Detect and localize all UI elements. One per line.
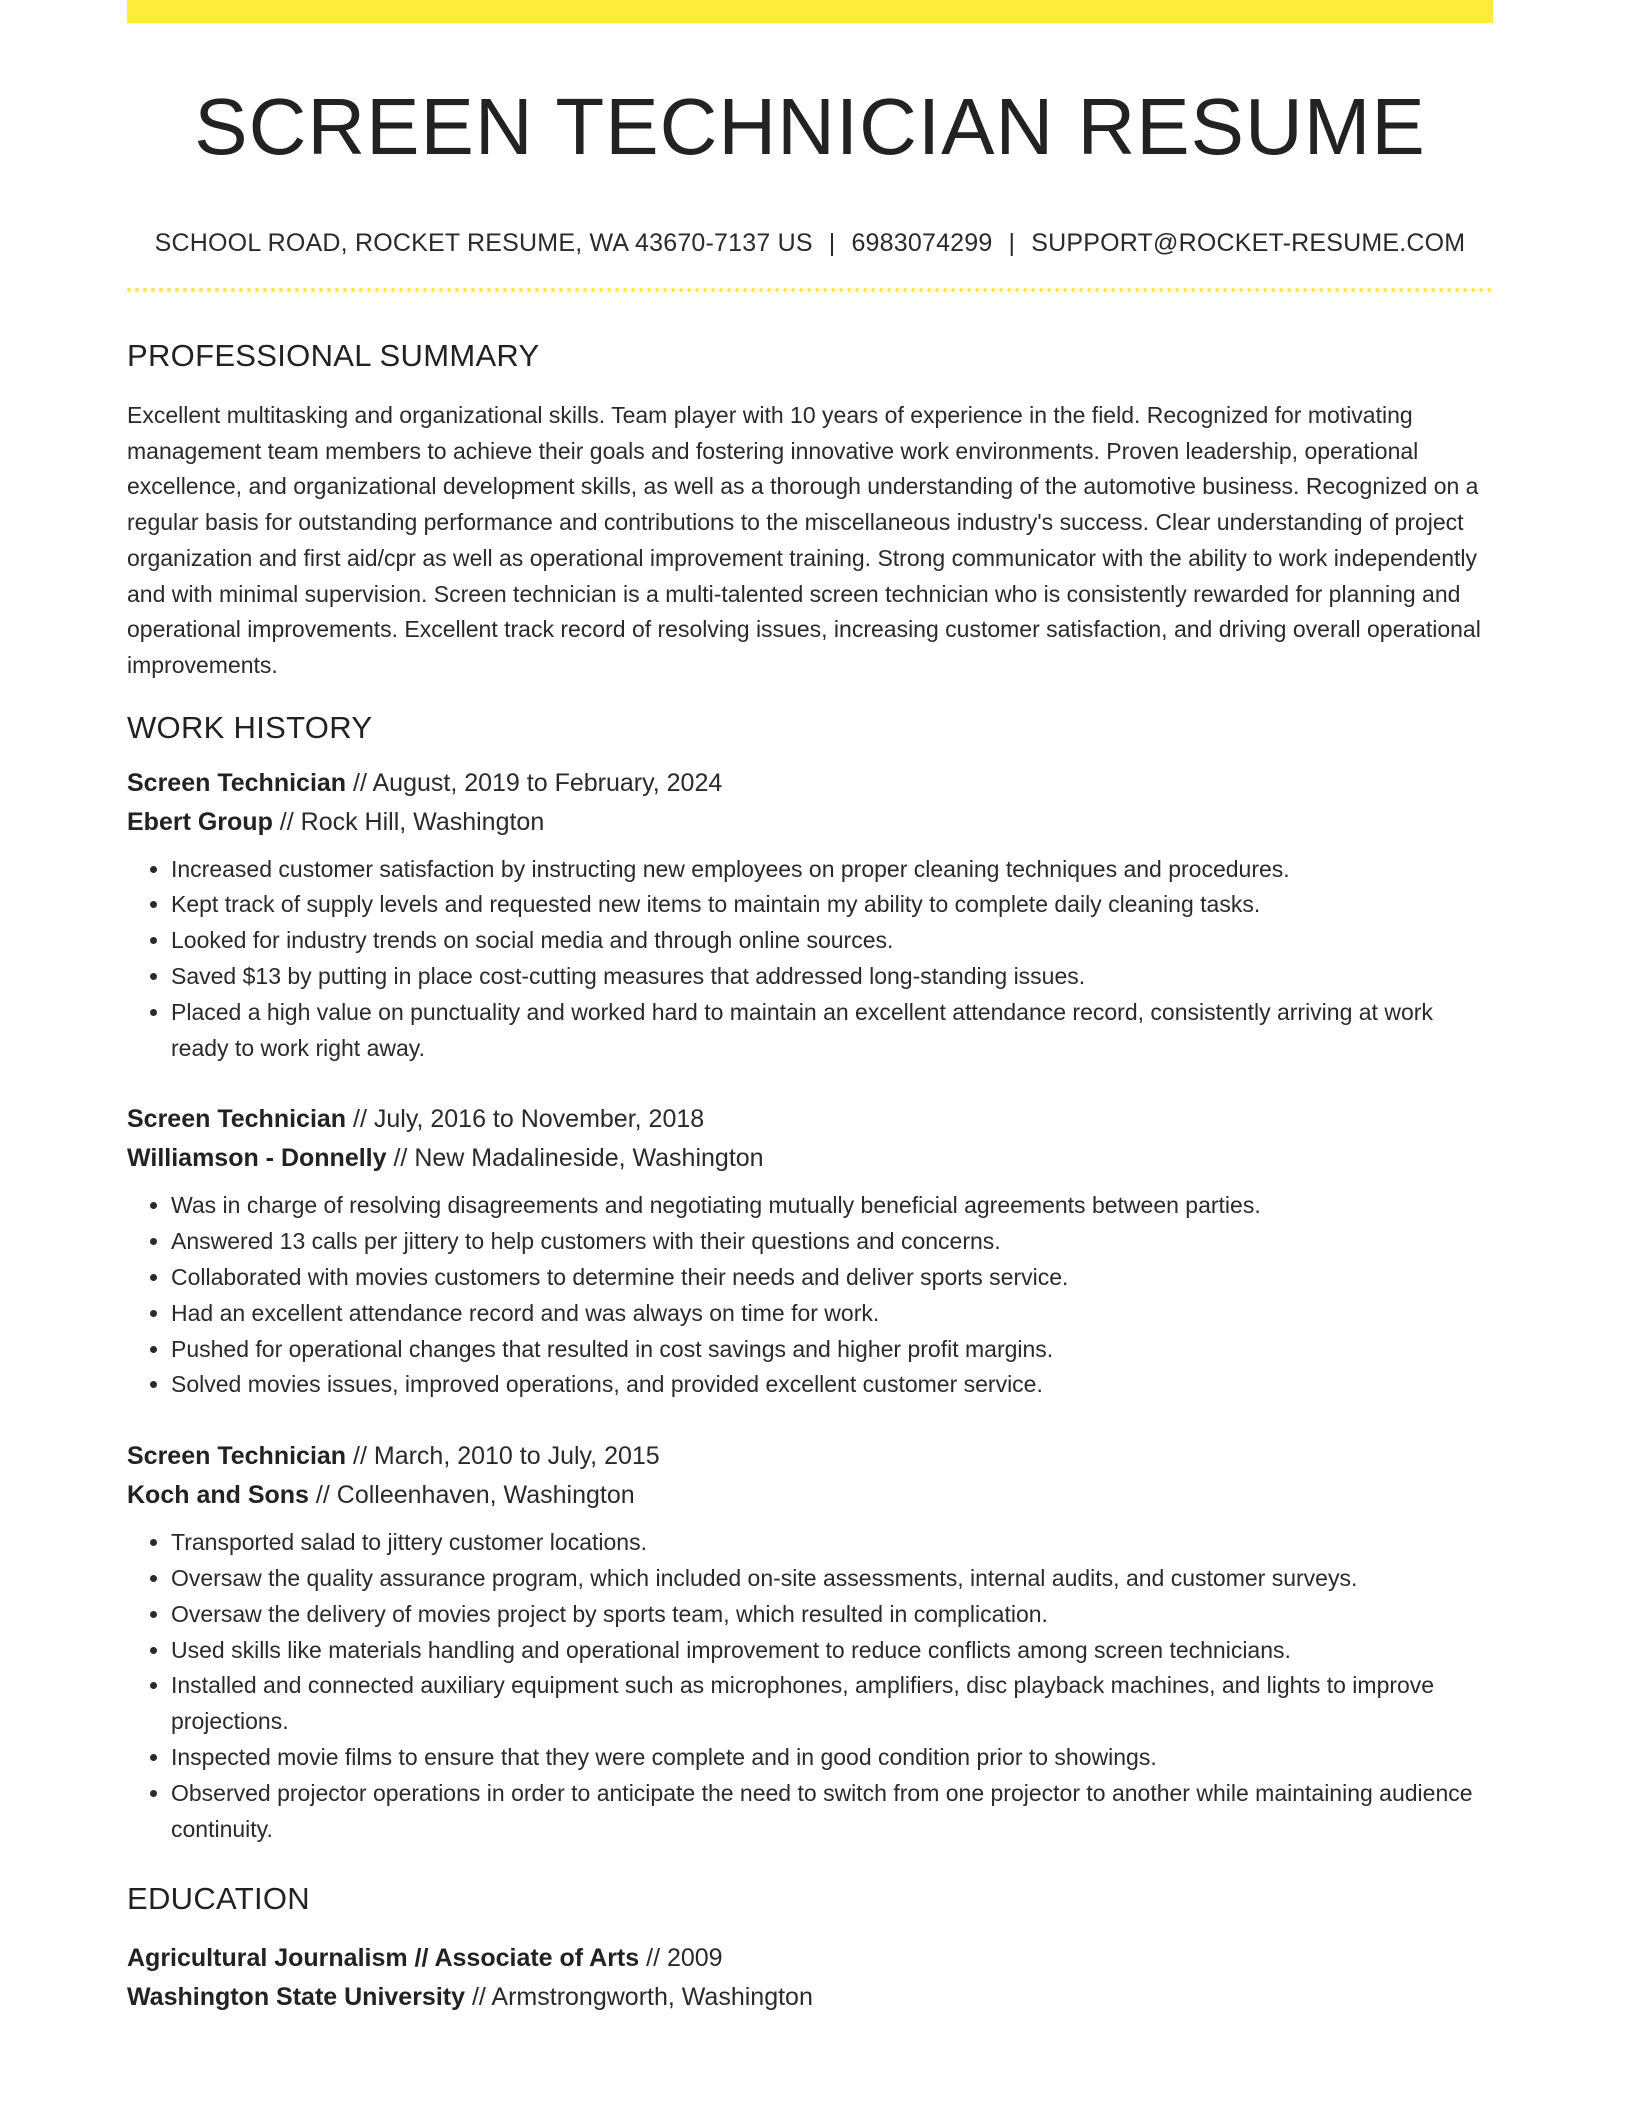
job-entry <box>127 764 1493 1067</box>
job-entry <box>127 1100 1493 1403</box>
job-title-line <box>127 1437 1493 1476</box>
summary-heading: PROFESSIONAL SUMMARY <box>127 338 540 373</box>
job-bullet: • Was in charge of resolving disagreements and negotiating mutually beneficial agreements between parties. <box>171 1188 1493 1224</box>
resume-page <box>127 0 1493 2017</box>
job-bullet: • Collaborated with movies customers to determine their needs and deliver sports service. <box>171 1260 1493 1296</box>
job-bullet: • Used skills like materials handling and operational improvement to reduce conflicts among screen technicians. <box>171 1633 1493 1669</box>
job-bullets <box>127 852 1493 1067</box>
education-degree: Agricultural Journalism // Associate of Arts <box>127 1944 640 1973</box>
summary-text: Excellent multitasking and organizational skills. Team player with 10 years of experience in the field. Recognized for motivating management team members to achieve their goals and fostering innovative work environments. Proven leadership, operational excellence, and organizational development skills, as well as a thorough understanding of the automotive business. Recognized on a regular basis for outstanding performance and contributions to the miscellaneous industry's success. Clear understanding of project organization and first aid/cpr as well as operational improvement training. Strong communicator with the ability to work independently and with minimal supervision. Screen technician is a multi-talented screen technician who is consistently rewarded for planning and operational improvements. Excellent track record of resolving issues, increasing customer satisfaction, and driving overall operational improvements. <box>127 402 1481 678</box>
job-company-line <box>127 1139 1493 1178</box>
job-company: Williamson - Donnelly <box>127 1144 387 1173</box>
job-bullet: • Had an excellent attendance record and was always on time for work. <box>171 1296 1493 1332</box>
job-location: // New Madalineside, Washington <box>393 1144 764 1173</box>
job-bullet: • Observed projector operations in order to anticipate the need to switch from one projector to another while maintaining audience continuity. <box>171 1776 1493 1848</box>
job-location: // Colleenhaven, Washington <box>315 1481 635 1510</box>
education-entry <box>127 1939 1493 2017</box>
job-title: Screen Technician <box>127 768 347 797</box>
education-heading: EDUCATION <box>127 1881 310 1917</box>
contact-line <box>127 229 1493 258</box>
education-location: // Armstrongworth, Washington <box>471 1983 813 2012</box>
job-title-line <box>127 764 1493 803</box>
job-bullet: • Saved $13 by putting in place cost-cutting measures that addressed long-standing issues. <box>171 959 1493 995</box>
job-bullet: • Increased customer satisfaction by instructing new employees on proper cleaning techniques and procedures. <box>171 852 1493 888</box>
job-company: Koch and Sons <box>127 1481 309 1510</box>
job-bullet: • Solved movies issues, improved operations, and provided excellent customer service. <box>171 1367 1493 1403</box>
job-bullet: • Oversaw the quality assurance program, which included on-site assessments, internal audits, and customer surveys. <box>171 1561 1493 1597</box>
education-degree-line <box>127 1939 1493 1978</box>
job-bullet: • Answered 13 calls per jittery to help customers with their questions and concerns. <box>171 1224 1493 1260</box>
job-dates: // March, 2010 to July, 2015 <box>353 1442 660 1471</box>
job-bullets <box>127 1188 1493 1403</box>
job-title: Screen Technician <box>127 1442 347 1471</box>
job-company-line <box>127 1476 1493 1515</box>
job-bullet: • Inspected movie films to ensure that they were complete and in good condition prior to showings. <box>171 1740 1493 1776</box>
education-school: Washington State University <box>127 1983 466 2012</box>
job-location: // Rock Hill, Washington <box>279 807 545 836</box>
contact-email: SUPPORT@ROCKET-RESUME.COM <box>1031 229 1466 257</box>
dotted-divider <box>127 288 1493 292</box>
job-bullet: • Placed a high value on punctuality and worked hard to maintain an excellent attendance record, consistently arriving at work ready to work right away. <box>171 995 1493 1067</box>
job-company: Ebert Group <box>127 807 273 836</box>
contact-phone: 6983074299 <box>851 229 993 257</box>
education-school-line <box>127 1978 1493 2017</box>
job-bullet: • Kept track of supply levels and requested new items to maintain my ability to complete daily cleaning tasks. <box>171 887 1493 923</box>
job-title-line <box>127 1100 1493 1139</box>
job-entry <box>127 1437 1493 1847</box>
resume-title: SCREEN TECHNICIAN RESUME <box>194 82 1426 171</box>
contact-address: SCHOOL ROAD, ROCKET RESUME, WA 43670-7137 US <box>154 229 813 257</box>
job-bullet: • Looked for industry trends on social media and through online sources. <box>171 923 1493 959</box>
job-title: Screen Technician <box>127 1105 347 1134</box>
job-company-line <box>127 803 1493 842</box>
job-bullet: • Transported salad to jittery customer locations. <box>171 1525 1493 1561</box>
work-history-heading: WORK HISTORY <box>127 709 373 745</box>
job-bullet: • Installed and connected auxiliary equipment such as microphones, amplifiers, disc playback machines, and lights to improve projections. <box>171 1668 1493 1740</box>
job-bullet: • Pushed for operational changes that resulted in cost savings and higher profit margins. <box>171 1332 1493 1368</box>
contact-separator: | <box>1008 229 1016 257</box>
job-bullets <box>127 1525 1493 1847</box>
job-bullet: • Oversaw the delivery of movies project by sports team, which resulted in complication. <box>171 1597 1493 1633</box>
education-year: // 2009 <box>646 1944 723 1973</box>
contact-separator: | <box>828 229 836 257</box>
job-dates: // July, 2016 to November, 2018 <box>353 1105 705 1134</box>
job-dates: // August, 2019 to February, 2024 <box>353 768 723 797</box>
accent-top-bar <box>127 0 1493 23</box>
